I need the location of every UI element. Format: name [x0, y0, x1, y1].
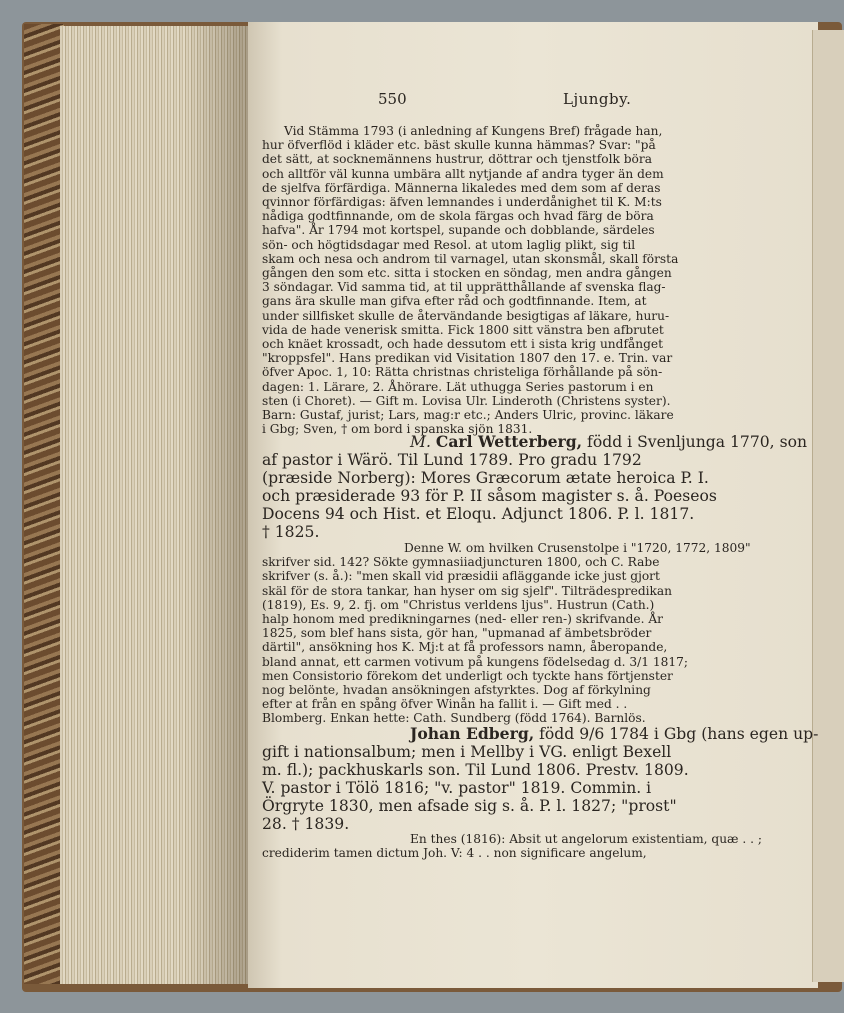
running-head: Ljungby. [563, 90, 632, 108]
text-line: därtil", ansökning hos K. Mj:t at få professors namn, åberopande, [262, 640, 668, 655]
text-line: (præside Norberg): Mores Græcorum ætate heroica P. I. [262, 469, 709, 488]
text-line: hafva". År 1794 mot kortspel, supande och dobblande, särdeles [262, 223, 655, 238]
paragraph-stamma [262, 124, 678, 436]
text-line: † 1825. [262, 523, 320, 542]
text-line: och knäet krossadt, och hade dessutom ett i sista krig undfånget [262, 337, 663, 352]
text-line: af pastor i Wärö. Til Lund 1789. Pro gradu 1792 [262, 451, 642, 470]
text-line: hur öfverflöd i kläder etc. bäst skulle kunna hämmas? Svar: "på [262, 138, 656, 153]
text-line: qvinnor förfärdigas: äfven lemnandes i underdånighet til K. M:ts [262, 195, 662, 210]
text-line: Blomberg. Enkan hette: Cath. Sundberg (född 1764). Barnlös. [262, 711, 646, 726]
paragraph-thes [262, 832, 762, 860]
text-line: under sillfisket skulle de återvändande besigtigas af läkare, huru- [262, 308, 670, 323]
entry-wetterberg [262, 433, 807, 542]
entry-edberg [262, 725, 818, 834]
text-line: En thes (1816): Absit ut angelorum existentiam, quæ . . ; [410, 832, 762, 846]
text-line: gift i nationsalbum; men i Mellby i VG. enligt Bexell [262, 743, 672, 762]
text-line: sten (i Choret). — Gift m. Lovisa Ulr. Linderoth (Christens syster). [262, 393, 671, 408]
text-line: bland annat, ett carmen votivum på kungens födelsedag d. 3/1 1817; [262, 654, 688, 669]
text-line: det sätt, at socknemännens hustrur, döttrar och tjenstfolk böra [262, 152, 652, 167]
text-line: gans ära skulle man gifva efter råd och godtfinnande. Item, at [262, 294, 647, 309]
text-line: halp honom med predikningarnes (ned- eller ren-) skrifvande. År [262, 612, 663, 627]
entry-name: Carl Wetterberg, [435, 432, 583, 451]
marbled-cover-edge [24, 24, 64, 984]
text-line: Docens 94 och Hist. et Eloqu. Adjunct 1806. P. l. 1817. [262, 505, 695, 524]
text-line: och alltför väl kunna umbära allt nytjande af andra tyger än dem [262, 166, 664, 181]
text-line: dagen: 1. Lärare, 2. Åhörare. Lät uthugga Series pastorum i en [262, 379, 654, 394]
text-line: nådiga godtfinnande, om de skola färgas och hvad färg de böra [262, 209, 654, 224]
text-line: född i Svenljunga 1770, son [587, 433, 808, 451]
text-line: "kroppsfel". Hans predikan vid Visitation 1807 den 17. e. Trin. var [262, 351, 673, 366]
text-line: och præsiderade 93 för P. II såsom magister s. å. Poeseos [262, 487, 717, 506]
gutter-shadow [185, 26, 255, 984]
page-header [378, 90, 632, 112]
text-line: m. fl.); packhuskarls son. Til Lund 1806. Prestv. 1809. [262, 761, 689, 780]
text-line: gången den som etc. sitta i stocken en söndag, men andra gången [262, 266, 672, 281]
text-line: skam och nesa och androm til varnagel, utan skonsmål, skall första [262, 251, 679, 266]
text-line: crediderim tamen dictum Joh. V: 4 . . non significare angelum, [262, 846, 647, 861]
text-line: skäl för de stora tankar, han hyser om sig sjelf". Tilträdespredikan [262, 583, 673, 598]
text-line: (1819), Es. 9, 2. fj. om "Christus verldens ljus". Hustrun (Cath.) [262, 597, 655, 612]
entry-heading [262, 433, 807, 451]
text-line: 1825, som blef hans sista, gör han, "upmanad af ämbetsbröder [262, 626, 652, 641]
text-line: efter at från en spång öfver Winån ha fallit i. — Gift med . . [262, 697, 628, 712]
text-line: sön- och högtidsdagar med Resol. at utom laglig plikt, sig til [262, 237, 636, 252]
entry-heading [262, 725, 818, 743]
text-line: nog belönte, hvadan ansökningen afstyrktes. Dog af förkylning [262, 683, 651, 698]
entry-name: Johan Edberg, [410, 724, 535, 743]
paragraph-denne [262, 541, 751, 726]
text-line: 28. † 1839. [262, 815, 350, 834]
title-prefix: M. [410, 433, 431, 451]
text-line: 3 söndagar. Vid samma tid, at til upprätthållande af svenska flag- [262, 280, 666, 295]
text-line: skrifver (s. å.): "men skall vid præsidii afläggande icke just gjort [262, 569, 660, 584]
text-line: skrifver sid. 142? Sökte gymnasiiadjuncturen 1800, och C. Rabe [262, 555, 660, 570]
text-line: V. pastor i Tölö 1816; "v. pastor" 1819. Commin. i [262, 779, 652, 798]
text-line: Örgryte 1830, men afsade sig s. å. P. l. 1827; "prost" [262, 797, 677, 816]
text-line: Denne W. om hvilken Crusenstolpe i "1720, 1772, 1809" [404, 541, 751, 555]
text-line: de sjelfva förfärdiga. Männerna likaledes med dem som af deras [262, 180, 661, 195]
text-line: men Consistorio förekom det underligt och tyckte hans förtjenster [262, 668, 673, 683]
text-line: öfver Apoc. 1, 10: Rätta christnas christeliga förhållande på sön- [262, 365, 663, 380]
text-line: vida de hade venerisk smitta. Fick 1800 sitt vänstra ben afbrutet [262, 322, 664, 337]
facing-page-edge [812, 30, 844, 982]
text-line: i Gbg; Sven, † om bord i spanska sjön 1831. [262, 422, 533, 437]
text-line: Vid Stämma 1793 (i anledning af Kungens Bref) frågade han, [284, 124, 663, 138]
page-number: 550 [378, 90, 407, 108]
text-line: född 9/6 1784 i Gbg (hans egen up- [539, 725, 819, 743]
text-line: Barn: Gustaf, jurist; Lars, mag:r etc.; Anders Ulric, provinc. läkare [262, 408, 674, 423]
